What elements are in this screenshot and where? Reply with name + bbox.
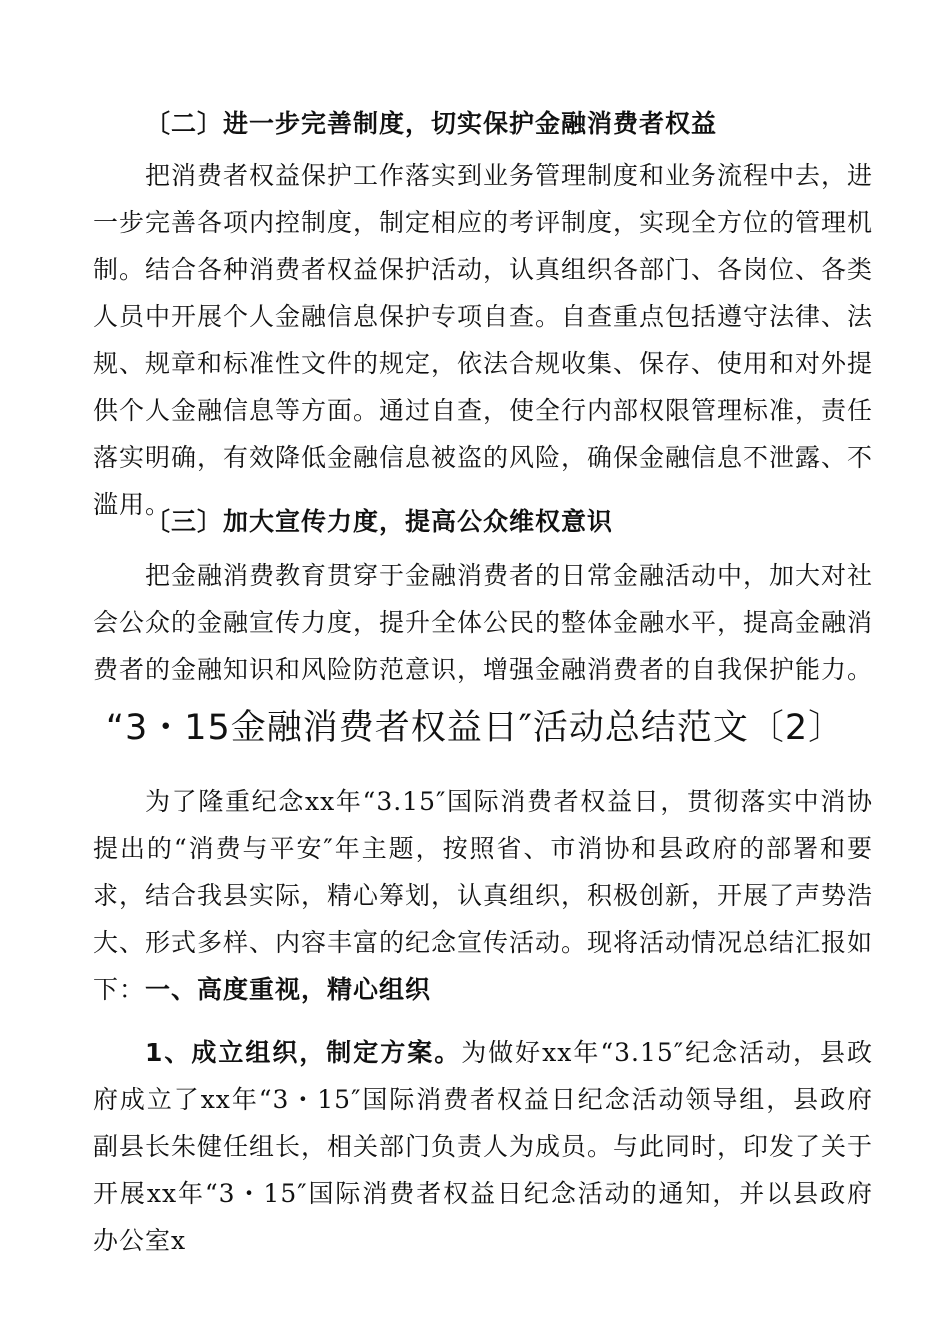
part-1-heading: 一、高度重视，精心组织 <box>145 975 432 1004</box>
item-1-text: 为做好xx年“3.15″纪念活动，县政府成立了xx年“3・15″国际消费者权益日纪念活动领导组，县政府副县长朱健任组长，相关部门负责人为成员。与此同时，印发了关于开展xx年“3・15″国际消费者权益日纪念活动的通知，并以县政府办公室x <box>93 1038 874 1255</box>
part-1-item-1 <box>93 1029 873 1264</box>
section-heading-2: 〔二〕进一步完善制度，切实保护金融消费者权益 <box>145 109 718 138</box>
section-heading-3: 〔三〕加大宣传力度，提高公众维权意识 <box>145 507 614 536</box>
item-1-lead: 1、成立组织，制定方案。 <box>145 1038 462 1067</box>
intro-paragraph: 为了隆重纪念xx年“3.15″国际消费者权益日，贯彻落实中消协提出的“消费与平安″年主题，按照省、市消协和县政府的部署和要求，结合我县实际，精心筹划，认真组织，积极创新，开展了声势浩大、形式多样、内容丰富的纪念宣传活动。现将活动情况总结汇报如下： <box>93 787 874 1004</box>
section-3-paragraph: 把金融消费教育贯穿于金融消费者的日常金融活动中，加大对社会公众的金融宣传力度，提升全体公民的整体金融水平，提高金融消费者的金融知识和风险防范意识，增强金融消费者的自我保护能力。 <box>93 561 874 684</box>
section-2-paragraph: 把消费者权益保护工作落实到业务管理制度和业务流程中去，进一步完善各项内控制度，制定相应的考评制度，实现全方位的管理机制。结合各种消费者权益保护活动，认真组织各部门、各岗位、各类人员中开展个人金融信息保护专项自查。自查重点包括遵守法律、法规、规章和标准性文件的规定，依法合规收集、保存、使用和对外提供个人金融信息等方面。通过自查，使全行内部权限管理标准，责任落实明确，有效降低金融信息被盗的风险，确保金融信息不泄露、不滥用。 <box>93 161 874 519</box>
document-title: “3・15金融消费者权益日″活动总结范文〔2〕 <box>105 708 845 748</box>
